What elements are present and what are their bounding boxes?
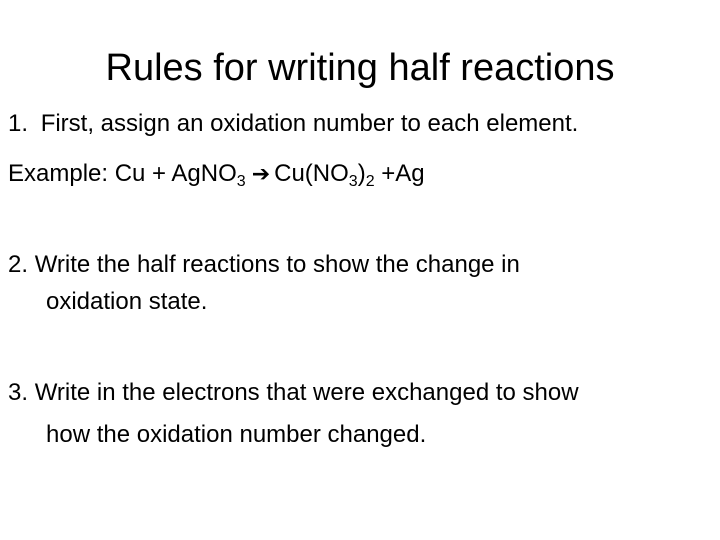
example-equation xyxy=(8,159,425,189)
rule-1-number: 1. xyxy=(8,110,29,137)
rule-3-text-line-1: Write in the electrons that were exchanged to show xyxy=(34,379,579,406)
rule-2-number: 2. xyxy=(8,251,29,278)
rule-3-line-2: how the oxidation number changed. xyxy=(46,421,427,448)
product-part-a: Cu(NO xyxy=(274,160,349,187)
product-subscript-1: 3 xyxy=(348,173,358,190)
rule-1 xyxy=(8,109,578,139)
rule-2-line-1 xyxy=(8,250,520,280)
rule-3-line-1 xyxy=(8,378,579,408)
reactant-formula: NO xyxy=(200,160,237,187)
product-part-b: ) xyxy=(357,160,366,187)
rule-2-text-line-1: Write the half reactions to show the change in xyxy=(34,251,520,278)
slide-title: Rules for writing half reactions xyxy=(105,47,615,89)
rule-1-text: First, assign an oxidation number to each element. xyxy=(40,110,579,137)
example-label: Example: Cu + Ag xyxy=(8,160,201,187)
reactant-subscript: 3 xyxy=(236,173,246,190)
product-part-c: +Ag xyxy=(374,160,425,187)
product-subscript-2: 2 xyxy=(365,173,375,190)
right-arrow-icon: ➔ xyxy=(251,161,271,186)
rule-3-number: 3. xyxy=(8,379,29,406)
rule-2-line-2: oxidation state. xyxy=(46,288,208,315)
